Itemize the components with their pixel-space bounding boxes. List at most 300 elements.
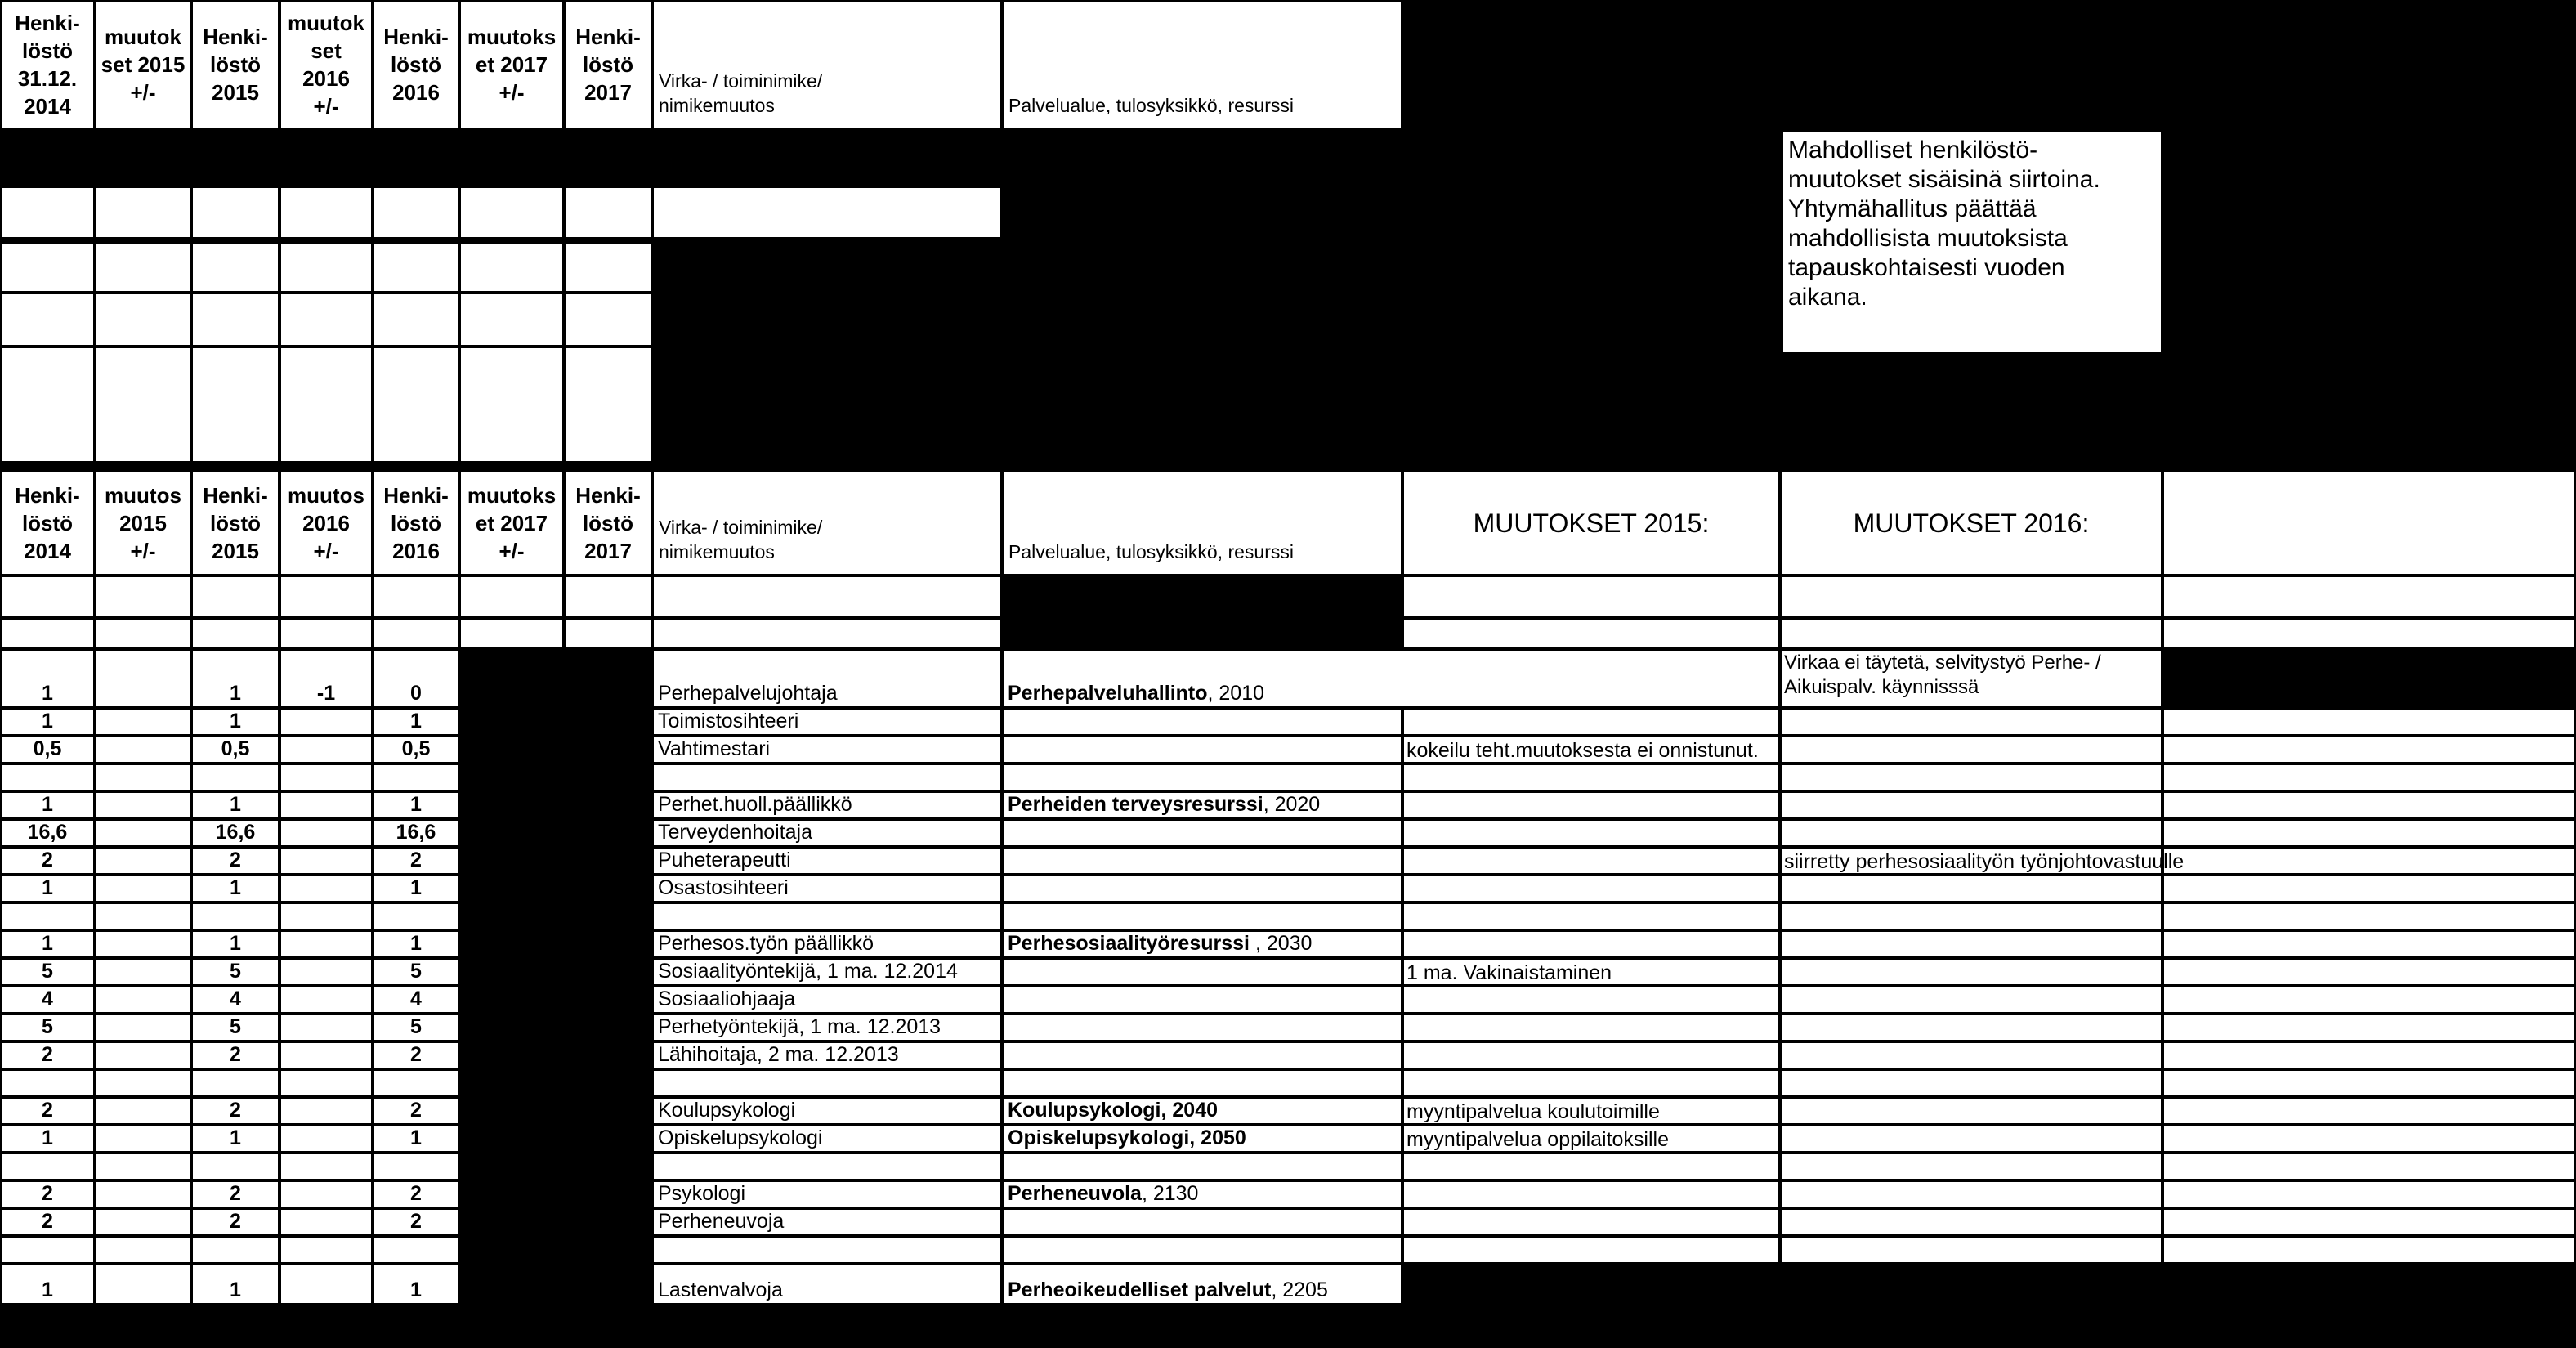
cell-muutokset-2015: [1402, 1153, 1780, 1180]
palvelualue-name: Opiskelupsykologi, 2050: [1008, 1126, 1246, 1149]
cell-muutokset-2015: [1402, 986, 1780, 1014]
cell-value: 4: [230, 987, 241, 1010]
cell-h2015: [191, 736, 280, 764]
cell-muutokset-2016: [1780, 1041, 2162, 1069]
cell-muutokset-2015: [1402, 847, 1780, 875]
cell-value: 1: [42, 932, 53, 955]
empty-cell: [652, 186, 1002, 239]
virka-text: Perhepalvelujohtaja: [658, 682, 838, 705]
cell-h2016: [373, 1125, 459, 1153]
cell-value: 16,6: [396, 821, 436, 844]
cell-muutokset-2015: [1402, 1180, 1780, 1208]
cell-h2014: [0, 958, 95, 986]
empty-cell: [2162, 902, 2576, 930]
cell-h2014: [0, 819, 95, 847]
cell-text: Henki- löstö 2016: [383, 25, 449, 105]
empty-cell: [95, 293, 191, 347]
empty-cell: [373, 347, 459, 463]
empty-cell: [459, 347, 564, 463]
empty-cell: [652, 575, 1002, 618]
cell-m2016: [280, 1041, 373, 1069]
cell-h2014: [0, 1180, 95, 1208]
cell-value: 1: [42, 876, 53, 899]
cell-value: 2: [410, 849, 422, 871]
cell-h2015: [191, 1180, 280, 1208]
palvelualue-name: Koulupsykologi, 2040: [1008, 1099, 1219, 1122]
cell-h2016: [373, 1069, 459, 1097]
cell-virka: [652, 1097, 1002, 1125]
cell-h2014: [0, 986, 95, 1014]
cell-value: 5: [230, 960, 241, 983]
cell-value: 1: [410, 876, 422, 899]
cell-muutokset-2016: [1780, 1236, 2162, 1264]
empty-cell: [564, 293, 652, 347]
cell-muutokset-2015: [1402, 1041, 1780, 1069]
cell-h2016: [373, 875, 459, 902]
empty-cell: [2162, 736, 2576, 764]
cell-value: 2: [42, 1210, 53, 1233]
cell-virka: [652, 1153, 1002, 1180]
cell-muutokset-2016: [1780, 736, 2162, 764]
cell-virka: [652, 958, 1002, 986]
cell-value: 1: [410, 793, 422, 816]
cell-virka: [652, 930, 1002, 958]
cell-muutokset-2016: [1780, 1097, 2162, 1125]
col-muutos-2017-top: [459, 0, 564, 129]
cell-palvelualue: [1002, 764, 1402, 791]
col-henkilosto-2015-top: [191, 0, 280, 129]
cell-palvelualue: [1002, 708, 1402, 736]
virka-text: Perhet.huoll.päällikkö: [658, 793, 852, 816]
cell-h2014: [0, 791, 95, 819]
empty-cell: [0, 575, 95, 618]
cell-h2015: [191, 708, 280, 736]
virka-text: Opiskelupsykologi: [658, 1126, 823, 1149]
cell-value: 2: [230, 1210, 241, 1233]
cell-h2015: [191, 1264, 280, 1305]
virka-text: Sosiaalityöntekijä, 1 ma. 12.2014: [658, 960, 958, 983]
cell-h2014: [0, 1069, 95, 1097]
empty-cell: [2162, 1236, 2576, 1264]
empty-cell: [2162, 708, 2576, 736]
cell-h2015: [191, 958, 280, 986]
cell-text: Henki- löstö 2015: [203, 483, 268, 563]
cell-palvelualue: [1002, 1208, 1402, 1236]
empty-cell: [0, 186, 95, 239]
cell-m2016: [280, 847, 373, 875]
empty-cell: [2162, 1097, 2576, 1125]
cell-palvelualue: [1002, 875, 1402, 902]
empty-cell: [459, 242, 564, 293]
empty-cell: [1402, 575, 1780, 618]
cell-h2014: [0, 708, 95, 736]
cell-value: 1: [230, 876, 241, 899]
empty-cell: [459, 575, 564, 618]
empty-cell: [1402, 618, 1780, 649]
cell-value: 1: [410, 1126, 422, 1149]
cell-text: muutok set 2016 +/-: [288, 11, 364, 119]
cell-value: 5: [42, 1015, 53, 1038]
cell-value: 16,6: [215, 821, 256, 844]
empty-cell: [373, 618, 459, 649]
cell-text: muutoks et 2017 +/-: [467, 483, 557, 563]
cell-palvelualue: [1002, 649, 1780, 708]
cell-m2016: [280, 986, 373, 1014]
cell-h2015: [191, 791, 280, 819]
cell-m2016: [280, 1153, 373, 1180]
cell-m2015: [95, 649, 191, 708]
cell-muutokset-2016: [1780, 902, 2162, 930]
cell-virka: [652, 902, 1002, 930]
empty-cell: [191, 293, 280, 347]
empty-cell: [95, 618, 191, 649]
cell-m2015: [95, 1069, 191, 1097]
cell-m2015: [95, 736, 191, 764]
empty-cell: [280, 575, 373, 618]
cell-value: 0,5: [33, 737, 62, 760]
cell-value: 0,5: [221, 737, 250, 760]
cell-m2016: [280, 736, 373, 764]
cell-h2014: [0, 1264, 95, 1305]
cell-muutokset-2015: [1402, 764, 1780, 791]
cell-value: -1: [316, 682, 336, 705]
empty-cell: [191, 186, 280, 239]
cell-value: 1: [410, 710, 422, 732]
cell-value: 1: [230, 793, 241, 816]
empty-cell: [2162, 1041, 2576, 1069]
cell-muutokset-2016: [1780, 1014, 2162, 1041]
cell-h2014: [0, 875, 95, 902]
cell-text: Henki- löstö 2016: [383, 483, 449, 563]
virka-text: Lastenvalvoja: [658, 1279, 783, 1301]
empty-cell: [95, 347, 191, 463]
col-muutos-2015: [95, 471, 191, 575]
muutokset-2015-note: myyntipalvelua oppilaitoksille: [1407, 1128, 1669, 1151]
cell-palvelualue: [1002, 902, 1402, 930]
cell-m2015: [95, 791, 191, 819]
empty-cell: [459, 186, 564, 239]
cell-m2015: [95, 1208, 191, 1236]
cell-palvelualue: [1002, 1097, 1402, 1125]
cell-palvelualue: [1002, 986, 1402, 1014]
cell-h2015: [191, 819, 280, 847]
cell-virka: [652, 791, 1002, 819]
empty-cell: [95, 575, 191, 618]
col-muutos-2015-top: [95, 0, 191, 129]
muutokset-2015-header: [1402, 471, 1780, 575]
cell-h2015: [191, 649, 280, 708]
cell-value: 2: [410, 1043, 422, 1066]
virka-text: Vahtimestari: [658, 737, 771, 760]
cell-m2016: [280, 1069, 373, 1097]
cell-value: 2: [42, 1182, 53, 1205]
empty-cell: [191, 242, 280, 293]
cell-h2015: [191, 875, 280, 902]
empty-cell: [652, 618, 1002, 649]
cell-h2015: [191, 986, 280, 1014]
cell-m2015: [95, 986, 191, 1014]
cell-virka: [652, 708, 1002, 736]
cell-h2015: [191, 1208, 280, 1236]
empty-cell: [0, 293, 95, 347]
cell-muutokset-2015: [1402, 708, 1780, 736]
virka-text: Koulupsykologi: [658, 1099, 796, 1122]
cell-palvelualue: [1002, 1180, 1402, 1208]
empty-cell: [564, 618, 652, 649]
palvelualue-code: , 2130: [1141, 1182, 1199, 1205]
cell-value: 1: [410, 932, 422, 955]
empty-cell: [2162, 819, 2576, 847]
empty-cell: [280, 293, 373, 347]
cell-h2016: [373, 1153, 459, 1180]
cell-h2016: [373, 958, 459, 986]
cell-text: Virka- / toiminimike/ nimikemuutos: [659, 70, 823, 116]
cell-palvelualue: [1002, 736, 1402, 764]
cell-muutokset-2016: [1780, 958, 2162, 986]
virka-text: Osastosihteeri: [658, 876, 789, 899]
cell-h2016: [373, 649, 459, 708]
cell-h2016: [373, 1180, 459, 1208]
cell-m2016: [280, 1097, 373, 1125]
empty-cell: [2162, 1153, 2576, 1180]
palvelualue-code: , 2205: [1271, 1279, 1328, 1301]
virka-text: Terveydenhoitaja: [658, 821, 813, 844]
cell-m2016: [280, 1180, 373, 1208]
palvelualue-name: Perheneuvola: [1008, 1182, 1142, 1205]
cell-virka: [652, 1125, 1002, 1153]
cell-m2016: [280, 708, 373, 736]
cell-h2016: [373, 819, 459, 847]
cell-virka: [652, 736, 1002, 764]
cell-value: 1: [230, 710, 241, 732]
cell-palvelualue: [1002, 1014, 1402, 1041]
cell-muutokset-2016: [1780, 1208, 2162, 1236]
cell-h2015: [191, 764, 280, 791]
cell-m2016: [280, 875, 373, 902]
cell-virka: [652, 764, 1002, 791]
muutokset-2015-note: 1 ma. Vakinaistaminen: [1407, 961, 1612, 984]
cell-h2016: [373, 930, 459, 958]
cell-muutokset-2016: [1780, 1125, 2162, 1153]
cell-value: 1: [42, 710, 53, 732]
cell-h2014: [0, 1041, 95, 1069]
empty-cell: [564, 347, 652, 463]
cell-value: 2: [42, 849, 53, 871]
cell-value: 5: [230, 1015, 241, 1038]
cell-h2016: [373, 1264, 459, 1305]
cell-virka: [652, 1236, 1002, 1264]
cell-value: 1: [42, 1279, 53, 1301]
cell-h2014: [0, 847, 95, 875]
cell-h2015: [191, 1041, 280, 1069]
cell-muutokset-2016: [1780, 930, 2162, 958]
cell-h2015: [191, 1069, 280, 1097]
virka-header: [652, 471, 1002, 575]
cell-m2016: [280, 1264, 373, 1305]
empty-cell: [280, 242, 373, 293]
cell-text: Henki- löstö 31.12. 2014: [15, 11, 80, 119]
cell-virka: [652, 649, 1002, 708]
cell-virka: [652, 1069, 1002, 1097]
cell-muutokset-2016: [1780, 1180, 2162, 1208]
cell-h2014: [0, 649, 95, 708]
cell-h2016: [373, 1208, 459, 1236]
cell-text: Mahdolliset henkilöstö- muutokset sisäisinä siirtoina. Yhtymähallitus päättää mahdollisista muutoksista tapauskohtaisesti vuoden aikana.: [1788, 137, 2100, 311]
cell-h2015: [191, 1014, 280, 1041]
empty-cell: [1780, 618, 2162, 649]
cell-palvelualue: [1002, 791, 1402, 819]
cell-h2014: [0, 902, 95, 930]
muutokset-2016-header: [1780, 471, 2162, 575]
cell-muutokset-2015: [1402, 875, 1780, 902]
cell-h2016: [373, 847, 459, 875]
cell-value: 2: [410, 1099, 422, 1122]
palvelualue-header-top: [1002, 0, 1402, 129]
cell-value: 0,5: [401, 737, 431, 760]
cell-text: Henki- löstö 2017: [575, 25, 641, 105]
cell-muutokset-2015: [1402, 1208, 1780, 1236]
col-henkilosto-2016-top: [373, 0, 459, 129]
palvelualue-name: Perhepalveluhallinto: [1008, 682, 1208, 705]
cell-value: 1: [230, 682, 241, 705]
cell-h2014: [0, 1236, 95, 1264]
cell-h2014: [0, 1014, 95, 1041]
empty-cell: [2162, 1014, 2576, 1041]
empty-cell: [2162, 1208, 2576, 1236]
cell-value: 1: [230, 1126, 241, 1149]
virka-text: Perheneuvoja: [658, 1210, 785, 1233]
virka-text: Lähihoitaja, 2 ma. 12.2013: [658, 1043, 899, 1066]
cell-h2014: [0, 1125, 95, 1153]
cell-text: Virka- / toiminimike/ nimikemuutos: [659, 517, 823, 562]
palvelualue-code: , 2030: [1250, 932, 1313, 955]
cell-m2015: [95, 902, 191, 930]
cell-muutokset-2016: [1780, 819, 2162, 847]
cell-h2015: [191, 1097, 280, 1125]
cell-value: 1: [230, 1279, 241, 1301]
cell-value: 5: [410, 960, 422, 983]
cell-m2015: [95, 847, 191, 875]
cell-value: 4: [410, 987, 422, 1010]
cell-m2016: [280, 649, 373, 708]
cell-palvelualue: [1002, 1125, 1402, 1153]
virka-text: Perhetyöntekijä, 1 ma. 12.2013: [658, 1015, 941, 1038]
virka-text: Perhesos.työn päällikkö: [658, 932, 874, 955]
empty-cell: [2162, 1180, 2576, 1208]
palvelualue-code: , 2010: [1207, 682, 1265, 705]
col-henkilosto-2016: [373, 471, 459, 575]
cell-virka: [652, 875, 1002, 902]
cell-palvelualue: [1002, 930, 1402, 958]
cell-value: 2: [230, 849, 241, 871]
cell-value: 4: [42, 987, 53, 1010]
col-muutos-2017: [459, 471, 564, 575]
cell-muutokset-2016: [1780, 708, 2162, 736]
cell-value: 2: [410, 1182, 422, 1205]
cell-m2015: [95, 1014, 191, 1041]
cell-h2016: [373, 986, 459, 1014]
empty-cell: [2162, 1069, 2576, 1097]
col-muutos-2016-top: [280, 0, 373, 129]
col-henkilosto-2015: [191, 471, 280, 575]
cell-value: 2: [410, 1210, 422, 1233]
cell-palvelualue: [1002, 1153, 1402, 1180]
cell-text: MUUTOKSET 2016:: [1853, 508, 2090, 538]
cell-h2015: [191, 930, 280, 958]
empty-cell: [373, 186, 459, 239]
empty-cell: [2162, 791, 2576, 819]
cell-value: 1: [410, 1279, 422, 1301]
empty-cell: [459, 618, 564, 649]
cell-palvelualue: [1002, 1041, 1402, 1069]
cell-m2015: [95, 1236, 191, 1264]
cell-muutokset-2016: [1780, 791, 2162, 819]
cell-m2015: [95, 819, 191, 847]
cell-value: 16,6: [27, 821, 68, 844]
empty-cell: [280, 347, 373, 463]
cell-palvelualue: [1002, 1069, 1402, 1097]
cell-h2014: [0, 930, 95, 958]
palvelualue-name: Perheiden terveysresurssi: [1008, 793, 1263, 816]
cell-h2016: [373, 736, 459, 764]
empty-cell: [2162, 575, 2576, 618]
cell-palvelualue: [1002, 1264, 1402, 1305]
cell-m2016: [280, 1236, 373, 1264]
cell-m2015: [95, 958, 191, 986]
cell-text: Henki- löstö 2014: [15, 483, 80, 563]
cell-value: 1: [42, 682, 53, 705]
empty-cell: [2162, 847, 2576, 875]
cell-text: Palvelualue, tulosyksikkö, resurssi: [1008, 95, 1294, 116]
cell-h2016: [373, 1014, 459, 1041]
cell-muutokset-2016: [1780, 764, 2162, 791]
empty-cell: [2162, 618, 2576, 649]
muutokset-2016-note: siirretty perhesosiaalityön työnjohtovastuulle: [1784, 850, 2185, 873]
cell-muutokset-2015: [1402, 1236, 1780, 1264]
palvelualue-header: [1002, 471, 1402, 575]
empty-cell: [2162, 986, 2576, 1014]
empty-cell: [2162, 764, 2576, 791]
cell-m2015: [95, 875, 191, 902]
empty-cell: [564, 186, 652, 239]
cell-value: 1: [42, 1126, 53, 1149]
cell-h2014: [0, 1097, 95, 1125]
cell-value: 1: [230, 932, 241, 955]
empty-cell: [564, 575, 652, 618]
empty-cell: [0, 618, 95, 649]
empty-cell: [2162, 958, 2576, 986]
empty-cell: [191, 618, 280, 649]
empty-cell: [95, 186, 191, 239]
cell-m2015: [95, 1180, 191, 1208]
empty-cell: [373, 575, 459, 618]
muutokset-2015-note: myyntipalvelua koulutoimille: [1407, 1100, 1660, 1123]
cell-h2015: [191, 902, 280, 930]
cell-m2015: [95, 1097, 191, 1125]
cell-muutokset-2015: [1402, 930, 1780, 958]
cell-value: 2: [230, 1182, 241, 1205]
cell-virka: [652, 847, 1002, 875]
cell-h2015: [191, 1125, 280, 1153]
cell-palvelualue: [1002, 847, 1402, 875]
cell-text: Henki- löstö 2017: [575, 483, 641, 563]
cell-value: 5: [410, 1015, 422, 1038]
col-henkilosto-2017-top: [564, 0, 652, 129]
cell-m2015: [95, 930, 191, 958]
cell-value: 2: [230, 1099, 241, 1122]
cell-h2016: [373, 1236, 459, 1264]
cell-value: 5: [42, 960, 53, 983]
